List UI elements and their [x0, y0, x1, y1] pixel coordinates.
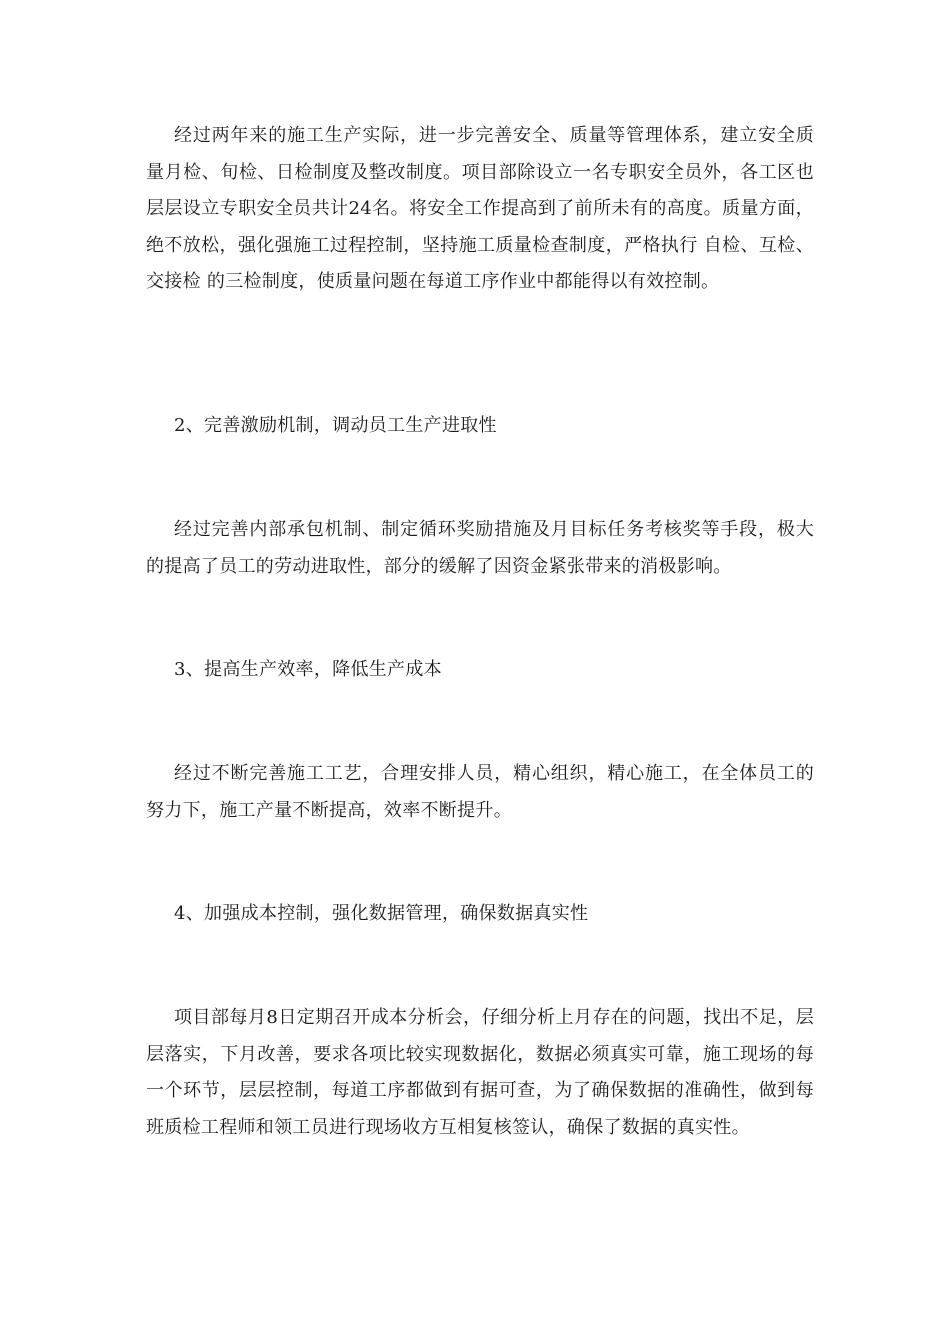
heading-production-efficiency: 3、提高生产效率，降低生产成本 [174, 659, 442, 680]
paragraph-incentive: 经过完善内部承包机制、制定循环奖励措施及月目标任务考核奖等手段，极大的提高了员工的劳动进取性，部分的缓解了因资金紧张带来的消极影响。 [146, 519, 814, 577]
paragraph-efficiency: 经过不断完善施工工艺，合理安排人员，精心组织，精心施工，在全体员工的努力下，施工产量不断提高，效率不断提升。 [146, 763, 814, 821]
heading-incentive-mechanism: 2、完善激励机制，调动员工生产进取性 [174, 415, 497, 436]
paragraph-safety-quality: 经过两年来的施工生产实际，进一步完善安全、质量等管理体系，建立安全质量月检、旬检、日检制度及整改制度。项目部除设立一名专职安全员外，各工区也层层设立专职安全员共计24名。将安全工作提高到了前所未有的高度。质量方面，绝不放松，强化强施工过程控制，坚持施工质量检查制度，严格执行 自检、互检、交接检 的三检制度，使质量问题在每道工序作业中都能得以有效控制。 [146, 125, 814, 292]
paragraph-cost-control: 项目部每月8日定期召开成本分析会，仔细分析上月存在的问题，找出不足，层层落实，下月改善，要求各项比较实现数据化，数据必须真实可靠，施工现场的每一个环节，层层控制，每道工序都做到有据可查，为了确保数据的准确性，做到每班质检工程师和领工员进行现场收方互相复核签认，确保了数据的真实性。 [146, 1007, 814, 1138]
heading-cost-control: 4、加强成本控制，强化数据管理，确保数据真实性 [174, 903, 589, 924]
